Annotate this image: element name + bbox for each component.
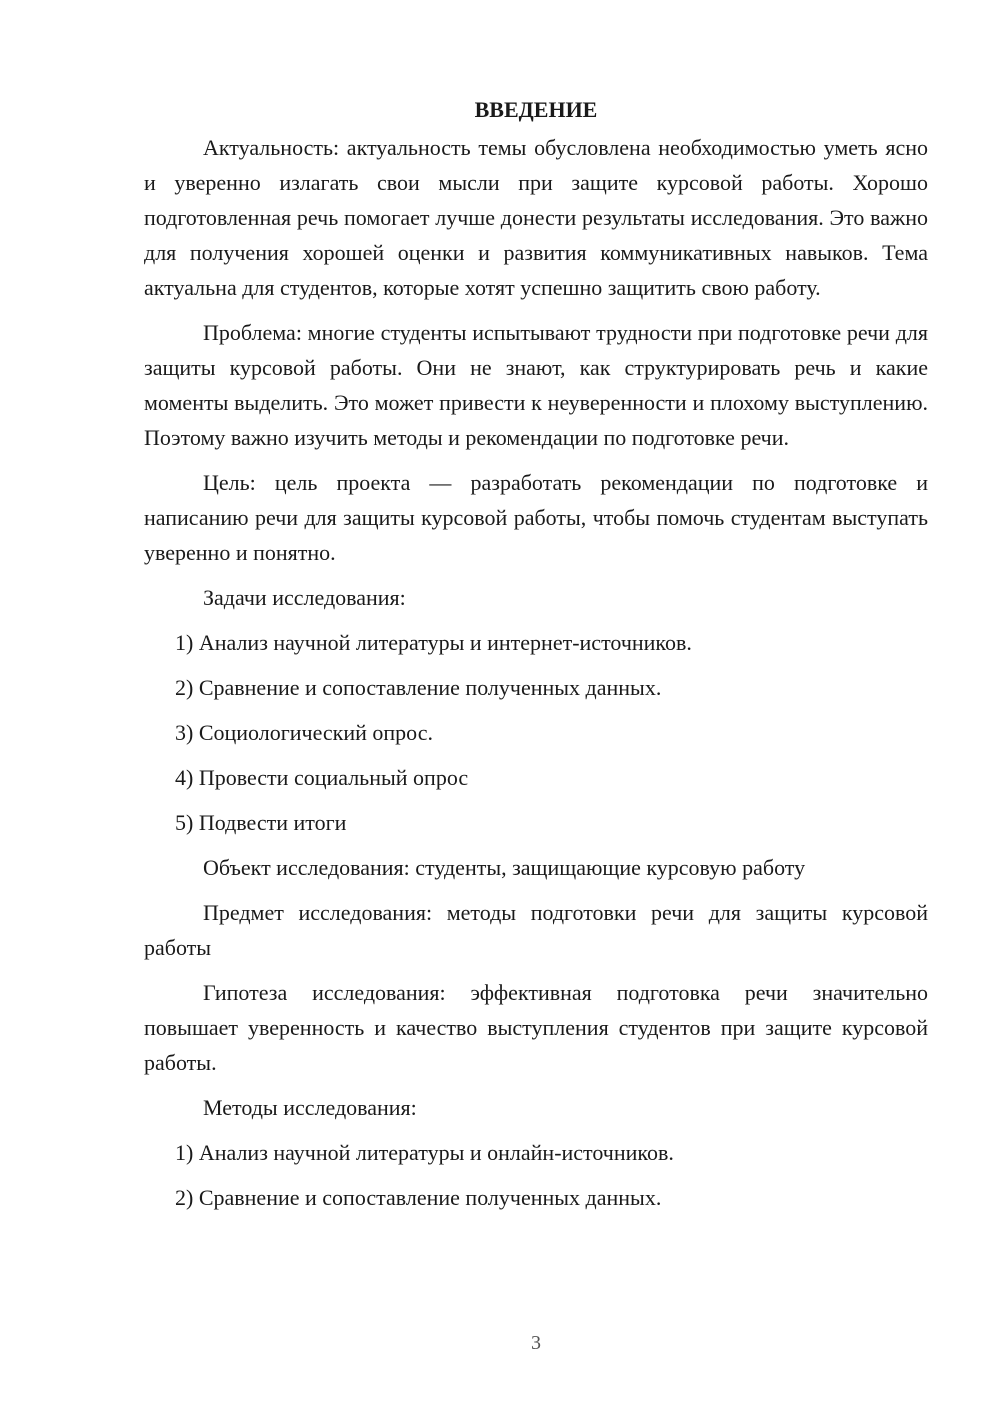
list-item: 4) Провести социальный опрос: [175, 765, 469, 790]
methods-title: Методы исследования:: [203, 1095, 417, 1120]
section-heading: ВВЕДЕНИЕ: [474, 97, 598, 122]
list-item: 1) Анализ научной литературы и онлайн-источников.: [175, 1140, 674, 1165]
list-item: 1) Анализ научной литературы и интернет-источников.: [175, 630, 692, 655]
hypothesis-paragraph: Гипотеза исследования: эффективная подготовка речи значительно повышает уверенность и качество выступления студентов при защите курсовой работы.: [144, 980, 928, 1075]
list-item: 5) Подвести итоги: [175, 810, 347, 835]
object-line: Объект исследования: студенты, защищающие курсовую работу: [203, 855, 806, 880]
document-page: [144, 92, 928, 1225]
page-number: 3: [531, 1332, 541, 1354]
relevance-paragraph: Актуальность: актуальность темы обусловлена необходимостью уметь ясно и уверенно излагать свои мысли при защите курсовой работы. Хорошо подготовленная речь помогает лучше донести результаты исследования. Это важно для получения хорошей оценки и развития коммуникативных навыков. Тема актуальна для студентов, которые хотят успешно защитить свою работу.: [144, 135, 928, 300]
methods-list: [144, 1135, 928, 1215]
goal-paragraph: Цель: цель проекта — разработать рекомендации по подготовке и написанию речи для защиты курсовой работы, чтобы помочь студентам выступать уверенно и понятно.: [144, 470, 928, 565]
list-item: 2) Сравнение и сопоставление полученных данных.: [175, 675, 662, 700]
list-item: 2) Сравнение и сопоставление полученных данных.: [175, 1185, 662, 1210]
problem-paragraph: Проблема: многие студенты испытывают трудности при подготовке речи для защиты курсовой работы. Они не знают, как структурировать речь и какие моменты выделить. Это может привести к неуверенности и плохому выступлению. Поэтому важно изучить методы и рекомендации по подготовке речи.: [144, 320, 928, 450]
subject-paragraph: Предмет исследования: методы подготовки речи для защиты курсовой работы: [144, 900, 928, 960]
tasks-list: [144, 625, 928, 840]
tasks-title: Задачи исследования:: [203, 585, 406, 610]
list-item: 3) Социологический опрос.: [175, 720, 433, 745]
